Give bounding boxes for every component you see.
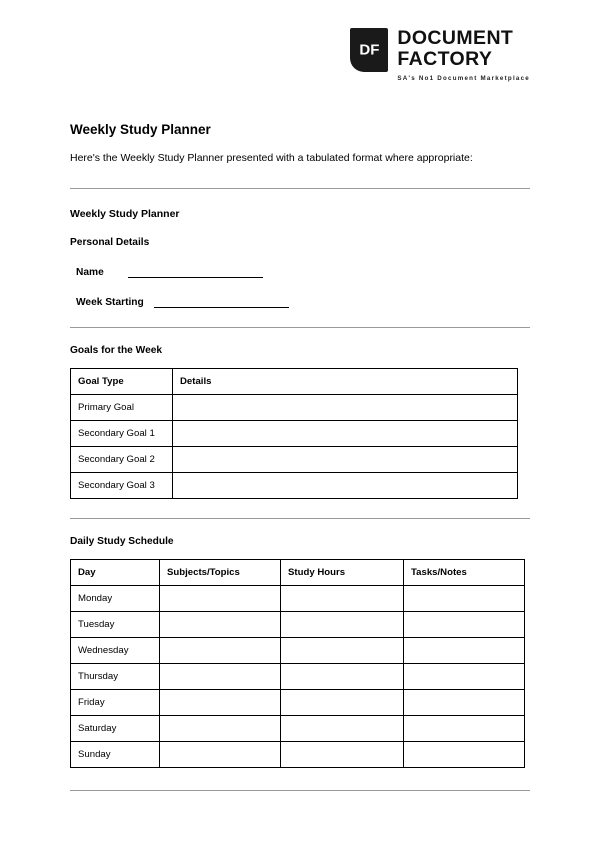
divider-4 [70,790,530,791]
schedule-hours-cell[interactable] [281,690,404,716]
table-header-row [71,560,525,586]
schedule-subjects-cell[interactable] [160,690,281,716]
schedule-day-cell: Friday [71,690,160,716]
table-row [71,612,525,638]
schedule-heading: Daily Study Schedule [70,536,174,548]
schedule-hours-cell[interactable] [281,664,404,690]
schedule-day-cell: Saturday [71,716,160,742]
schedule-hours-cell[interactable] [281,638,404,664]
schedule-notes-cell[interactable] [404,716,525,742]
table-row [71,690,525,716]
table-row [71,664,525,690]
schedule-subjects-cell[interactable] [160,716,281,742]
table-row [71,586,525,612]
schedule-hours-cell[interactable] [281,716,404,742]
sched-col-notes: Tasks/Notes [404,560,525,586]
table-row [71,638,525,664]
goal-details-cell[interactable] [173,473,518,499]
logo-monogram: DF [359,41,380,59]
goals-table [70,368,518,499]
goal-type-cell: Secondary Goal 2 [71,447,173,473]
table-row [71,421,518,447]
schedule-day-cell: Sunday [71,742,160,768]
schedule-notes-cell[interactable] [404,664,525,690]
table-row [71,716,525,742]
schedule-subjects-cell[interactable] [160,742,281,768]
personal-details-heading: Personal Details [70,237,150,249]
goal-details-cell[interactable] [173,421,518,447]
goal-type-cell: Secondary Goal 3 [71,473,173,499]
schedule-notes-cell[interactable] [404,690,525,716]
section-title: Weekly Study Planner [70,208,180,221]
logo-line-2: FACTORY [397,48,493,71]
week-starting-input[interactable] [154,296,289,308]
sched-col-day: Day [71,560,160,586]
schedule-subjects-cell[interactable] [160,638,281,664]
goal-type-cell: Primary Goal [71,395,173,421]
schedule-notes-cell[interactable] [404,586,525,612]
sched-col-hours: Study Hours [281,560,404,586]
table-row [71,742,525,768]
schedule-day-cell: Wednesday [71,638,160,664]
schedule-hours-cell[interactable] [281,586,404,612]
table-header-row [71,369,518,395]
schedule-day-cell: Monday [71,586,160,612]
week-starting-label: Week Starting [76,297,144,309]
schedule-hours-cell[interactable] [281,742,404,768]
schedule-day-cell: Tuesday [71,612,160,638]
daily-schedule-table [70,559,525,768]
schedule-subjects-cell[interactable] [160,664,281,690]
divider-1 [70,188,530,189]
schedule-day-cell: Thursday [71,664,160,690]
table-row [71,473,518,499]
logo-inner [350,28,530,82]
page-title: Weekly Study Planner [70,122,211,138]
sched-col-subjects: Subjects/Topics [160,560,281,586]
name-field-row [70,266,530,278]
logo-tagline: SA's No1 Document Marketplace [397,75,530,83]
goals-col-details: Details [173,369,518,395]
week-starting-field-row [70,296,530,308]
name-label: Name [76,267,104,279]
schedule-notes-cell[interactable] [404,638,525,664]
logo-wordmark [397,28,530,82]
divider-3 [70,518,530,519]
brand-logo [70,28,530,82]
table-row [71,447,518,473]
schedule-subjects-cell[interactable] [160,612,281,638]
goal-type-cell: Secondary Goal 1 [71,421,173,447]
goal-details-cell[interactable] [173,447,518,473]
goals-col-type: Goal Type [71,369,173,395]
intro-paragraph: Here's the Weekly Study Planner presented with a tabulated format where appropriate: [70,152,473,165]
goal-details-cell[interactable] [173,395,518,421]
goals-heading: Goals for the Week [70,345,163,357]
document-factory-icon [350,28,388,72]
schedule-notes-cell[interactable] [404,742,525,768]
name-input[interactable] [128,266,263,278]
schedule-hours-cell[interactable] [281,612,404,638]
divider-2 [70,327,530,328]
table-row [71,395,518,421]
schedule-notes-cell[interactable] [404,612,525,638]
logo-line-1: DOCUMENT [397,27,514,49]
schedule-subjects-cell[interactable] [160,586,281,612]
